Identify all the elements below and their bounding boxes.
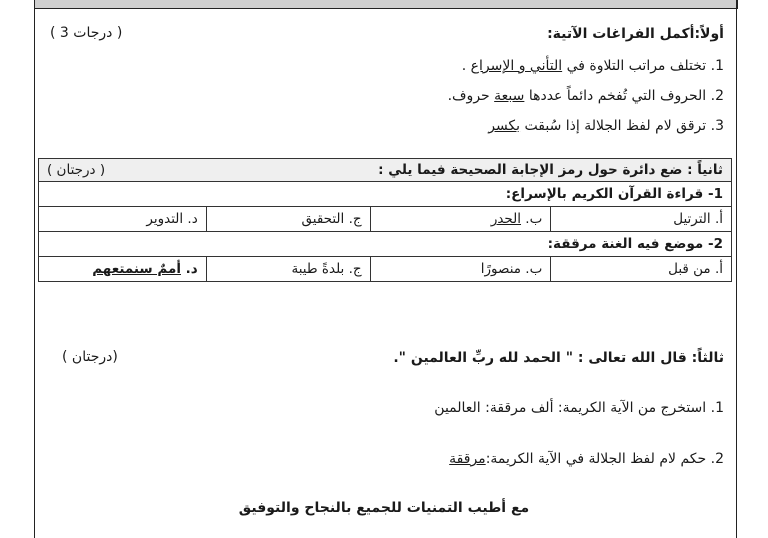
options-row: [39, 257, 732, 282]
section1-item-1: [462, 58, 724, 74]
item-number: 2.: [710, 451, 724, 467]
option-label: أ. من قبل: [668, 261, 723, 277]
frame-right-border: [736, 0, 737, 538]
option-label: ج. التحقيق: [301, 211, 362, 227]
question-1-text: 1- قراءة القرآن الكريم بالإسراع:: [39, 182, 732, 207]
section3-points: ( درجتان): [62, 349, 118, 365]
section2-table: [38, 158, 732, 282]
option-c[interactable]: [206, 207, 370, 232]
section2-title: ثانياً : ضع دائرة حول رمز الإجابة الصحيحة فيما يلي :: [370, 159, 731, 182]
section1-item-3: [488, 118, 724, 134]
option-label: د. التدوير: [146, 211, 198, 227]
options-row: [39, 207, 732, 232]
section2-header-row: [39, 159, 732, 182]
item-text: الحروف التي تُفخم دائماً عددها: [528, 88, 707, 104]
item-text: حكم لام لفظ الجلالة في الآية الكريمة:: [485, 451, 707, 467]
option-c[interactable]: [206, 257, 370, 282]
frame-left-border: [34, 0, 35, 538]
item-number: 3.: [710, 118, 724, 134]
item-number: 1.: [710, 400, 724, 416]
option-answer: الحدر: [490, 211, 522, 227]
section3-title: ثالثاً: قال الله تعالى : " الحمد لله ربِّ العالمين ".: [393, 350, 724, 366]
option-d[interactable]: [39, 207, 207, 232]
option-b[interactable]: [370, 257, 551, 282]
question-2-text: 2- موضع فيه الغنة مرققة:: [39, 232, 732, 257]
section1-item-2: [448, 88, 724, 104]
question-row: [39, 232, 732, 257]
option-label: د.: [180, 261, 198, 277]
question-row: [39, 182, 732, 207]
item-answer: سبعة: [494, 88, 525, 104]
item-tail: حروف.: [447, 88, 495, 104]
option-b[interactable]: [370, 207, 551, 232]
item-answer: التأني و الإسراع: [470, 58, 563, 74]
option-label: أ. الترتيل: [673, 211, 723, 227]
option-label: ب. منصورًا: [480, 261, 543, 277]
item-text: ترقق لام لفظ الجلالة إذا سُبقت: [524, 118, 707, 134]
closing-message: مع أطيب التمنيات للجميع بالنجاح والتوفيق: [238, 500, 530, 516]
section2-points: ( درجتان ): [39, 159, 371, 182]
section1-title: أولاً:أكمل الفراغات الآتية:: [547, 26, 724, 42]
item-answer: مرققة: [449, 451, 486, 467]
item-text: تختلف مراتب التلاوة في: [566, 58, 707, 74]
item-answer: بكسر: [488, 118, 521, 134]
option-answer: أممٌ سنمتعهم: [92, 261, 181, 277]
section1-points: ( 3 درجات ): [50, 25, 123, 41]
option-d[interactable]: [39, 257, 207, 282]
option-label: ج. بلدةً طيبة: [291, 261, 362, 277]
item-tail: .: [461, 58, 471, 74]
option-a[interactable]: [551, 207, 732, 232]
section3-item-2: [449, 451, 724, 467]
item-number: 1.: [710, 58, 724, 74]
section3-item-1: [434, 400, 724, 416]
option-a[interactable]: [551, 257, 732, 282]
option-label: ب.: [521, 211, 543, 227]
item-number: 2.: [710, 88, 724, 104]
top-header-bar: [34, 0, 738, 9]
item-text: استخرج من الآية الكريمة: ألف مرققة: العالمين: [434, 400, 707, 416]
